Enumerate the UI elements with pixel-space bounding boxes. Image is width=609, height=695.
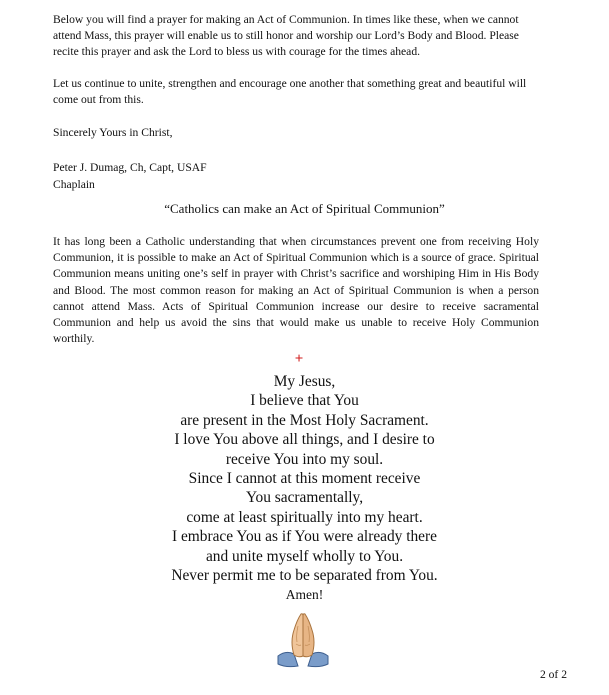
prayer-line: Since I cannot at this moment receive [188,470,421,488]
spiritual-communion-paragraph: It has long been a Catholic understanding that when circumstances prevent one from receiving Holy Communion, it is possible to make an Act of Spiritual Communion which is a source of grace. Spiritual Communion means uniting one’s self in prayer with Christ’s sacrifice and worshiping Him in His Body and Blood. The most common reason for making an Act of Spiritual Communion is when a person cannot attend Mass. Acts of Spiritual Communion increase our desire to receive sacramental Communion and help us avoid the sins that would make us unable to receive Holy Communion worthily. [53,235,539,346]
cross-icon: + [294,351,304,367]
prayer-line: are present in the Most Holy Sacrament. [180,411,429,429]
prayer-line: Never permit me to be separated from You. [171,567,438,585]
prayer-line: and unite myself wholly to You. [205,547,404,565]
prayer-amen: Amen! [285,587,324,603]
page-number: 2 of 2 [539,668,567,681]
prayer-line: I love You above all things, and I desire to [174,431,435,449]
prayer-line: receive You into my soul. [225,450,384,468]
intro-paragraph: Below you will find a prayer for making an Act of Communion. In times like these, when we cannot attend Mass, this prayer will enable us to still honor and worship our Lord’s Body and Blood. Please recite this prayer and ask the Lord to bless us with courage for the times ahead. [53,13,519,59]
prayer-line: come at least spiritually into my heart. [186,508,423,526]
section-title: “Catholics can make an Act of Spiritual Communion” [164,201,445,216]
closing-salutation: Sincerely Yours in Christ, [53,126,173,139]
prayer-line: I embrace You as if You were already there [172,528,437,546]
encouragement-paragraph: Let us continue to unite, strengthen and encourage one another that something great and beautiful will come out from this. [53,77,527,107]
prayer-line: My Jesus, [273,373,336,390]
signature-name: Peter J. Dumag, Ch, Capt, USAF [53,161,207,174]
prayer-line: You sacramentally, [245,489,364,507]
signature-title: Chaplain [53,178,95,191]
prayer-text [0,372,609,605]
praying-hands-icon [272,612,334,668]
prayer-line: I believe that You [250,392,359,410]
